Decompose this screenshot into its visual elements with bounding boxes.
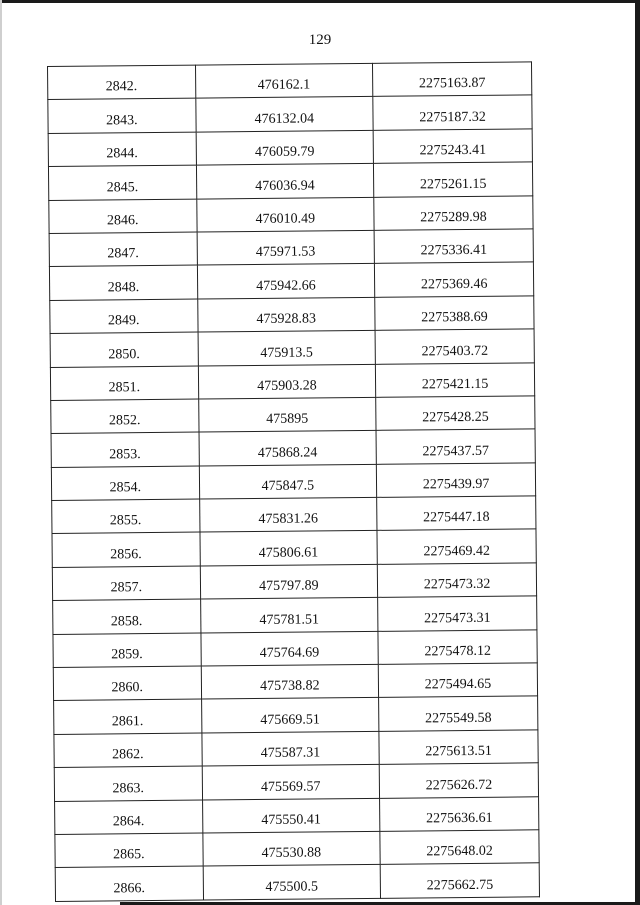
table-row xyxy=(49,262,533,300)
x-coordinate-cell: 475942.66 xyxy=(197,264,375,299)
point-number-cell: 2845. xyxy=(48,165,196,200)
table-row xyxy=(53,596,537,634)
y-coordinate-cell: 2275469.42 xyxy=(377,529,536,564)
table-row xyxy=(49,195,533,233)
point-number-cell: 2847. xyxy=(49,232,197,267)
x-coordinate-cell: 476059.79 xyxy=(196,130,374,165)
y-coordinate-cell: 2275613.51 xyxy=(379,730,538,765)
table-row xyxy=(50,362,534,400)
x-coordinate-cell: 475868.24 xyxy=(199,431,377,466)
point-number-cell: 2859. xyxy=(53,633,201,668)
table-row xyxy=(53,663,537,701)
y-coordinate-cell: 2275388.69 xyxy=(375,296,534,331)
point-number-cell: 2846. xyxy=(49,199,197,234)
scan-border-left xyxy=(0,0,2,905)
point-number-cell: 2854. xyxy=(51,466,199,501)
x-coordinate-cell: 475587.31 xyxy=(201,731,379,766)
point-number-cell: 2850. xyxy=(50,332,198,367)
y-coordinate-cell: 2275421.15 xyxy=(375,362,534,397)
table-row xyxy=(50,296,534,334)
y-coordinate-cell: 2275478.12 xyxy=(378,629,537,664)
x-coordinate-cell: 475847.5 xyxy=(199,464,377,499)
point-number-cell: 2866. xyxy=(55,866,203,901)
y-coordinate-cell: 2275473.31 xyxy=(378,596,537,631)
table-row xyxy=(54,730,538,768)
y-coordinate-cell: 2275439.97 xyxy=(376,463,535,498)
point-number-cell: 2852. xyxy=(51,399,199,434)
y-coordinate-cell: 2275662.75 xyxy=(380,863,539,898)
y-coordinate-cell: 2275549.58 xyxy=(379,696,538,731)
table-row xyxy=(48,95,532,133)
x-coordinate-cell: 475781.51 xyxy=(200,598,378,633)
x-coordinate-cell: 475831.26 xyxy=(199,497,377,532)
point-number-cell: 2858. xyxy=(53,599,201,634)
point-number-cell: 2862. xyxy=(54,733,202,768)
x-coordinate-cell: 475500.5 xyxy=(203,865,381,900)
x-coordinate-cell: 475550.41 xyxy=(202,798,380,833)
table-row xyxy=(55,863,539,901)
x-coordinate-cell: 475764.69 xyxy=(201,631,379,666)
point-number-cell: 2843. xyxy=(48,98,196,133)
table-row xyxy=(48,162,532,200)
x-coordinate-cell: 475797.89 xyxy=(200,564,378,599)
x-coordinate-cell: 475928.83 xyxy=(197,297,375,332)
x-coordinate-cell: 476162.1 xyxy=(195,63,373,98)
y-coordinate-cell: 2275261.15 xyxy=(374,162,533,197)
point-number-cell: 2865. xyxy=(55,833,203,868)
y-coordinate-cell: 2275369.46 xyxy=(375,262,534,297)
y-coordinate-cell: 2275187.32 xyxy=(373,95,532,130)
x-coordinate-cell: 475913.5 xyxy=(198,330,376,365)
y-coordinate-cell: 2275289.98 xyxy=(374,195,533,230)
point-number-cell: 2842. xyxy=(48,65,196,100)
table-row xyxy=(52,563,536,601)
table-row xyxy=(51,463,535,501)
y-coordinate-cell: 2275447.18 xyxy=(377,496,536,531)
y-coordinate-cell: 2275336.41 xyxy=(374,229,533,264)
table-row xyxy=(48,129,532,167)
x-coordinate-cell: 476036.94 xyxy=(196,164,374,199)
point-number-cell: 2863. xyxy=(54,766,202,801)
table-row xyxy=(49,229,533,267)
table-row xyxy=(52,496,536,534)
table-row xyxy=(50,329,534,367)
scan-border-right xyxy=(635,0,640,905)
table-row xyxy=(55,796,539,834)
point-number-cell: 2853. xyxy=(51,432,199,467)
point-number-cell: 2851. xyxy=(50,366,198,401)
coordinate-table-body xyxy=(48,62,540,901)
x-coordinate-cell: 475971.53 xyxy=(197,230,375,265)
point-number-cell: 2856. xyxy=(52,533,200,568)
x-coordinate-cell: 475738.82 xyxy=(201,664,379,699)
coordinate-table xyxy=(47,61,540,901)
x-coordinate-cell: 476010.49 xyxy=(196,197,374,232)
point-number-cell: 2861. xyxy=(54,699,202,734)
y-coordinate-cell: 2275163.87 xyxy=(373,62,532,97)
x-coordinate-cell: 475903.28 xyxy=(198,364,376,399)
point-number-cell: 2864. xyxy=(55,800,203,835)
point-number-cell: 2860. xyxy=(53,666,201,701)
x-coordinate-cell: 476132.04 xyxy=(195,97,373,132)
y-coordinate-cell: 2275428.25 xyxy=(376,396,535,431)
y-coordinate-cell: 2275403.72 xyxy=(375,329,534,364)
scan-border-top xyxy=(0,0,640,3)
y-coordinate-cell: 2275243.41 xyxy=(373,129,532,164)
point-number-cell: 2844. xyxy=(48,132,196,167)
y-coordinate-cell: 2275636.61 xyxy=(380,796,539,831)
page-number: 129 xyxy=(308,32,332,48)
y-coordinate-cell: 2275648.02 xyxy=(380,830,539,865)
x-coordinate-cell: 475569.57 xyxy=(202,765,380,800)
table-row xyxy=(48,62,532,100)
point-number-cell: 2849. xyxy=(50,299,198,334)
table-row xyxy=(51,429,535,467)
x-coordinate-cell: 475895 xyxy=(198,397,376,432)
y-coordinate-cell: 2275626.72 xyxy=(379,763,538,798)
table-row xyxy=(55,830,539,868)
table-row xyxy=(54,763,538,801)
point-number-cell: 2848. xyxy=(49,265,197,300)
table-row xyxy=(54,696,538,734)
y-coordinate-cell: 2275494.65 xyxy=(378,663,537,698)
x-coordinate-cell: 475806.61 xyxy=(200,531,378,566)
x-coordinate-cell: 475530.88 xyxy=(202,831,380,866)
table-row xyxy=(52,529,536,567)
table-row xyxy=(53,629,537,667)
table-row xyxy=(51,396,535,434)
point-number-cell: 2857. xyxy=(52,566,200,601)
y-coordinate-cell: 2275473.32 xyxy=(377,563,536,598)
point-number-cell: 2855. xyxy=(52,499,200,534)
x-coordinate-cell: 475669.51 xyxy=(201,698,379,733)
y-coordinate-cell: 2275437.57 xyxy=(376,429,535,464)
